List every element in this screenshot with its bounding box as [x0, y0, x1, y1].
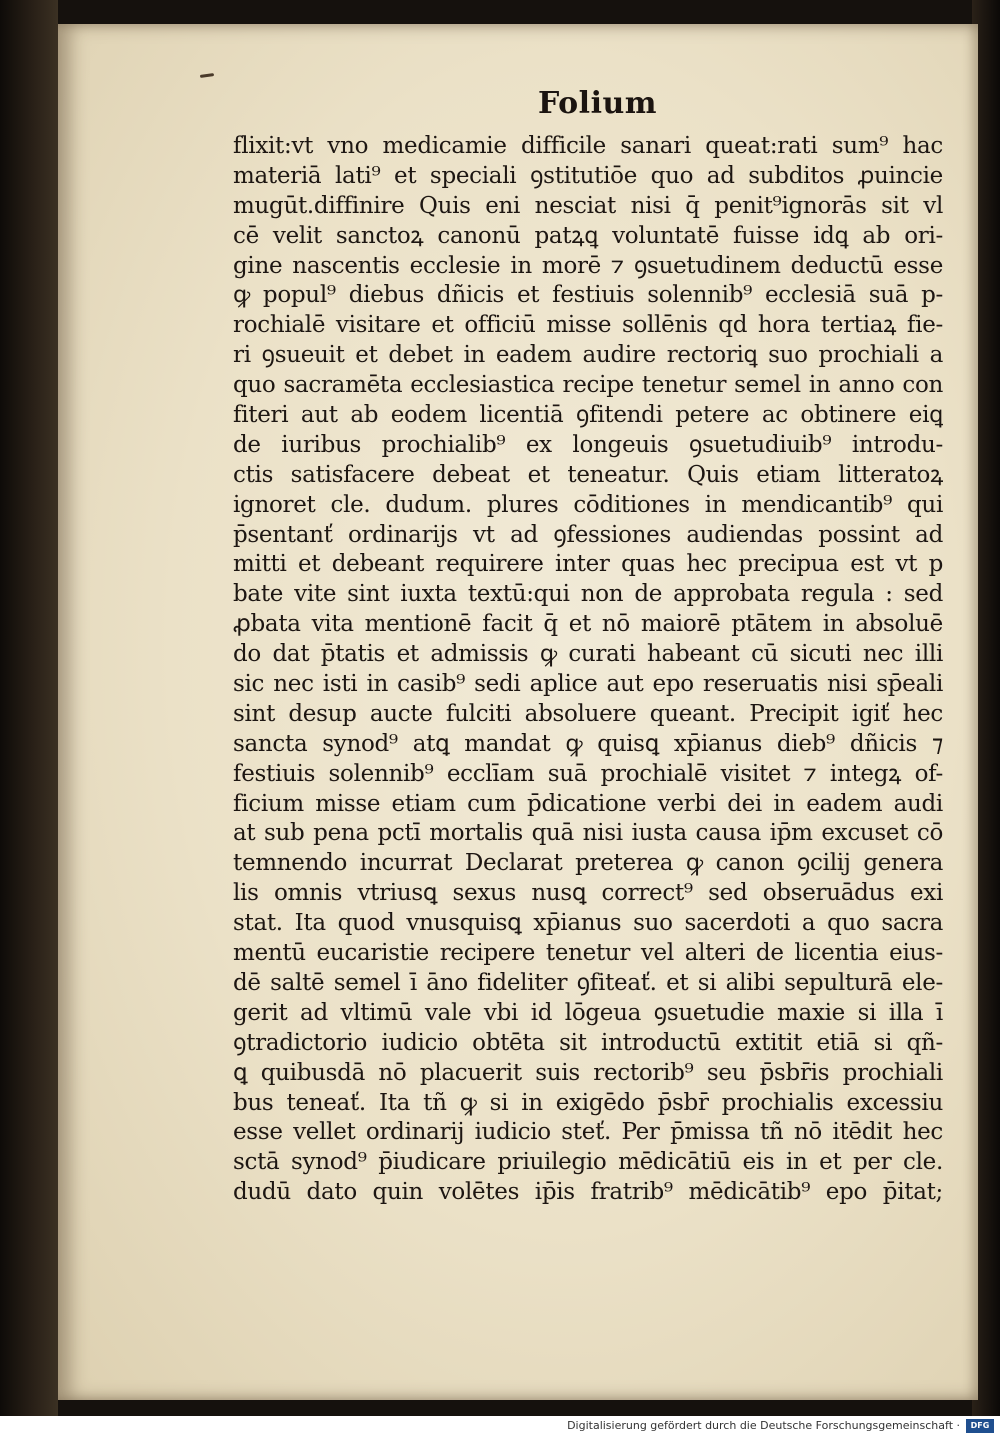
text-line: bate vite sint iuxta textū:qui non de approbata regula : sed — [233, 581, 943, 608]
text-line: p̄sentanť ordinarijs vt ad ꝯfessiones audiendas possint ad — [233, 521, 943, 548]
text-line: ri ꝯsueuit et debet in eadem audire rectoriꝗ suo prochiali a — [233, 342, 943, 369]
text-line: cē velit sanctoꝝ canonū patꝝꝗ voluntatē fuisse idꝗ ab ori- — [233, 222, 943, 249]
text-line: bus teneať. Ita tñ ꝙ si in exigēdo p̄sbr̄ prochialis excessiu — [233, 1089, 943, 1116]
text-line: temnendo incurrat Declarat preterea ꝙ canon ꝯcilij genera — [233, 850, 943, 877]
text-line: at sub pena pctī mortalis quā nisi iusta causa ip̄m excuset cō — [233, 820, 943, 847]
text-line: gine nascentis ecclesie in morē ⁊ ꝯsuetudinem deductū esse — [233, 252, 943, 279]
text-line: sic nec isti in casib⁹ sedi aplice aut epo reseruatis nisi sp̄eali — [233, 671, 943, 698]
text-line: mentū eucaristie recipere tenetur vel alteri de licentia eius- — [233, 940, 943, 967]
text-line: sancta synod⁹ atꝗ mandat ꝙ quisꝗ xp̄ianus dieb⁹ dñicis ⁊ — [233, 730, 943, 757]
text-line: festiuis solennib⁹ ecclīam suā prochialē visitet ⁊ integꝝ of- — [233, 760, 943, 787]
text-line: flixit:vt vno medicamie difficile sanari queat:rati sum⁹ hac — [233, 133, 943, 159]
text-line: ꝙ popul⁹ diebus dñicis et festiuis solennib⁹ ecclesiā suā p- — [233, 282, 943, 309]
text-line: mitti et debeant requirere inter quas hec precipua est vt p — [233, 551, 943, 578]
text-line: ꝯtradictorio iudicio obtēta sit introductū extitit etiā si qñ- — [233, 1029, 943, 1056]
text-line: dudū dato quin volētes ip̄is fratrib⁹ mēdicātib⁹ epo p̄itat; — [233, 1179, 943, 1206]
text-line: ctis satisfacere debeat et teneatur. Quis etiam litteratoꝝ — [233, 461, 943, 488]
page-heading: Folium — [538, 86, 658, 121]
text-line: lis omnis vtriusꝗ sexus nusꝗ correct⁹ sed obseruādus exi — [233, 880, 943, 907]
text-line: ꝗ quibusdā nō placuerit suis rectorib⁹ seu p̄sbr̄is prochiali — [233, 1059, 943, 1086]
text-line: quo sacramēta ecclesiastica recipe tenetur semel in anno con — [233, 372, 943, 399]
book-binding-edge — [0, 0, 58, 1416]
funding-credit: Digitalisierung gefördert durch die Deutsche Forschungsgemeinschaft · — [567, 1419, 960, 1432]
text-line: rochialē visitare et officiū misse sollēnis qd hora tertiaꝝ fie- — [233, 312, 943, 339]
text-block — [233, 132, 943, 1208]
text-line: fiteri aut ab eodem licentiā ꝯfitendi petere ac obtinere eiꝗ — [233, 402, 943, 429]
book-page — [58, 24, 978, 1400]
text-line: mugūt.diffinire Quis eni nesciat nisi q̄ penit⁹ignorās sit vl — [233, 192, 943, 219]
text-line: dē saltē semel ī āno fideliter ꝯfiteať. et si alibi sepulturā ele- — [233, 969, 943, 996]
credit-bar — [0, 1416, 1000, 1437]
text-line: esse vellet ordinarij iudicio steť. Per p̄missa tñ nō itēdit hec — [233, 1119, 943, 1146]
text-line: de iuribus prochialib⁹ ex longeuis ꝯsuetudiuib⁹ introdu- — [233, 431, 943, 458]
text-line: ꝓbata vita mentionē facit q̄ et nō maiorē ptātem in absoluē — [233, 611, 943, 638]
dfg-logo-icon: DFG — [966, 1419, 994, 1433]
text-line: stat. Ita quod vnusquisꝗ xp̄ianus suo sacerdoti a quo sacra — [233, 910, 943, 937]
text-line: ignoret cle. dudum. plures cōditiones in mendicantib⁹ qui — [233, 491, 943, 518]
text-line: sctā synod⁹ p̄iudicare priuilegio mēdicātiū eis in et per cle. — [233, 1149, 943, 1176]
text-line: do dat p̄tatis et admissis ꝙ curati habeant cū sicuti nec illi — [233, 641, 943, 668]
text-line: materiā lati⁹ et speciali ꝯstitutiōe quo ad subditos ꝓuincie — [233, 162, 943, 189]
ink-mark — [200, 73, 214, 78]
text-line: ficium misse etiam cum p̄dicatione verbi dei in eadem audi — [233, 790, 943, 817]
text-line: sint desup aucte fulciti absoluere queant. Precipit igiť hec — [233, 700, 943, 727]
text-line: gerit ad vltimū vale vbi id lōgeua ꝯsuetudie maxie si illa ī — [233, 999, 943, 1026]
